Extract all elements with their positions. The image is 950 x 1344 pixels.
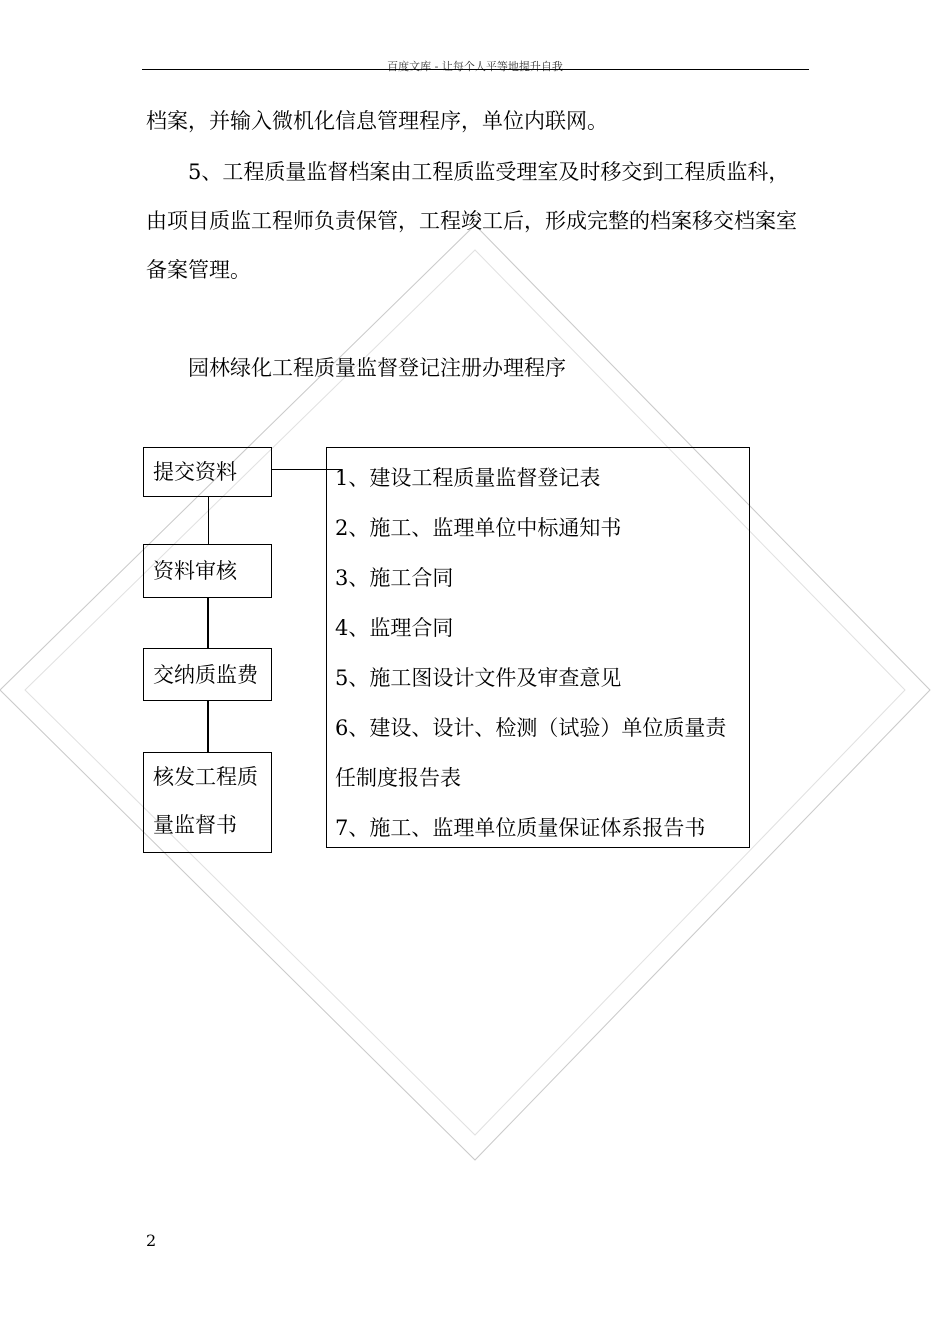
list-item: 7、施工、监理单位质量保证体系报告书 xyxy=(335,816,706,840)
paragraph-archive: 档案，并输入微机化信息管理程序，单位内联网。 xyxy=(146,109,608,133)
list-item: 4、监理合同 xyxy=(335,616,454,640)
page-number: 2 xyxy=(146,1231,157,1250)
page-header: 百度文库 - 让每个人平等地提升自我 xyxy=(387,60,563,73)
list-item: 3、施工合同 xyxy=(335,566,454,590)
connector-line xyxy=(207,701,209,752)
step-issue-certificate: 核发工程质量监督书 xyxy=(143,752,272,853)
list-item: 1、建设工程质量监督登记表 xyxy=(335,466,601,490)
connector-line xyxy=(207,598,209,648)
list-item: 5、施工图设计文件及审查意见 xyxy=(335,666,622,690)
list-item: 6、建设、设计、检测（试验）单位质量责 xyxy=(335,716,727,740)
connector-line xyxy=(208,497,209,544)
paragraph-item-5: 5、工程质量监督档案由工程质监受理室及时移交到工程质监科，由项目质监工程师负责保管，工程竣工后，形成完整的档案移交档案室备案管理。 xyxy=(146,160,797,282)
list-item: 任制度报告表 xyxy=(335,766,461,790)
materials-list xyxy=(326,447,750,848)
list-item: 2、施工、监理单位中标通知书 xyxy=(335,516,622,540)
step-submit-materials: 提交资料 xyxy=(143,447,272,497)
flowchart-title: 园林绿化工程质量监督登记注册办理程序 xyxy=(188,356,566,380)
header-rule xyxy=(142,69,809,70)
step-review-materials: 资料审核 xyxy=(143,544,272,598)
step-pay-fee: 交纳质监费 xyxy=(143,648,272,701)
